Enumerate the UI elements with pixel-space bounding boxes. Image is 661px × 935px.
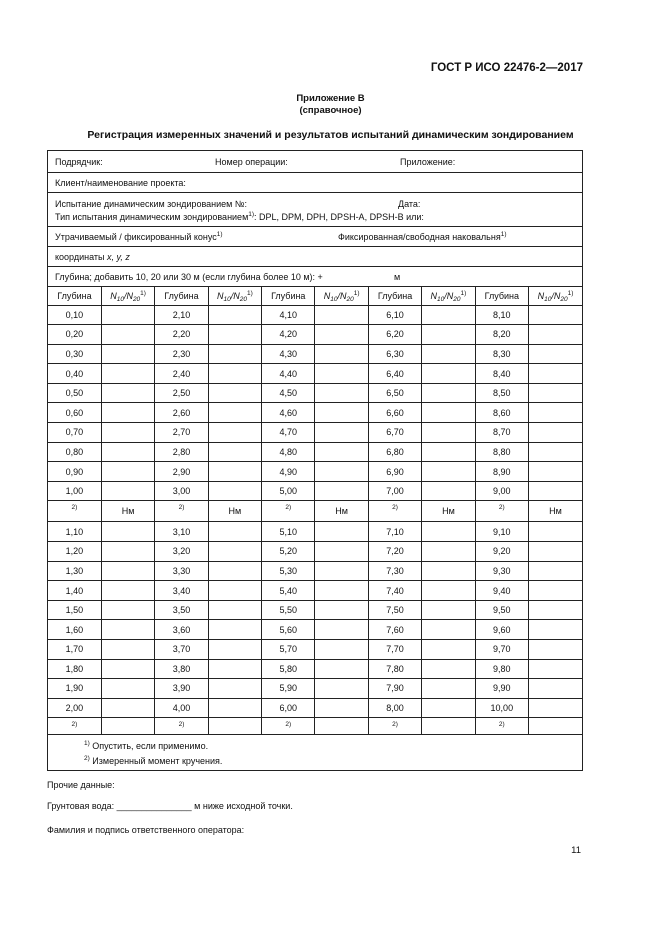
torque-unit: Нм — [315, 501, 368, 522]
blow-count-input[interactable] — [208, 344, 261, 364]
blow-count-input[interactable] — [101, 698, 154, 718]
depth-cell: 4,30 — [262, 344, 315, 364]
depth-cell: 7,70 — [368, 640, 421, 660]
table-row — [48, 600, 582, 620]
depth-cell: 2,70 — [155, 423, 208, 443]
blow-count-input[interactable] — [422, 305, 475, 325]
blow-count-input[interactable] — [529, 542, 582, 562]
depth-header: Глубина — [475, 287, 528, 305]
depth-cell: 8,30 — [475, 344, 528, 364]
depth-cell: 5,10 — [262, 522, 315, 542]
torque-mark: 2) — [368, 501, 421, 522]
depth-cell: 4,50 — [262, 383, 315, 403]
table-row — [48, 344, 582, 364]
table-row — [48, 561, 582, 581]
depth-cell: 6,10 — [368, 305, 421, 325]
blow-count-input[interactable] — [422, 522, 475, 542]
contractor-row — [48, 151, 582, 173]
blow-count-input[interactable] — [208, 600, 261, 620]
blow-count-input[interactable] — [529, 442, 582, 462]
depth-cell: 4,70 — [262, 423, 315, 443]
depth-cell: 7,20 — [368, 542, 421, 562]
blow-count-input[interactable] — [315, 481, 368, 501]
blow-count-input[interactable] — [315, 325, 368, 345]
depth-cell: 3,40 — [155, 581, 208, 601]
appendix-note: (справочное) — [299, 105, 362, 116]
blow-count-input[interactable] — [529, 325, 582, 345]
blow-count-input[interactable] — [101, 640, 154, 660]
depth-cell: 0,70 — [48, 423, 101, 443]
depth-cell: 7,40 — [368, 581, 421, 601]
depth-cell: 2,10 — [155, 305, 208, 325]
blow-count-input[interactable] — [208, 698, 261, 718]
torque-input[interactable] — [101, 718, 154, 735]
table-row — [48, 481, 582, 501]
footnote-text: Опустить, если применимо. — [89, 741, 209, 752]
depth-cell: 7,30 — [368, 561, 421, 581]
blow-count-input[interactable] — [529, 462, 582, 482]
torque-input[interactable] — [529, 718, 582, 735]
depth-cell: 1,70 — [48, 640, 101, 660]
blow-count-input[interactable] — [529, 659, 582, 679]
blow-count-input[interactable] — [101, 462, 154, 482]
table-row — [48, 659, 582, 679]
blow-count-input[interactable] — [422, 620, 475, 640]
blow-count-input[interactable] — [529, 364, 582, 384]
depth-cell: 9,60 — [475, 620, 528, 640]
depth-cell: 9,00 — [475, 481, 528, 501]
depth-cell: 9,40 — [475, 581, 528, 601]
blow-count-input[interactable] — [208, 325, 261, 345]
blow-count-input[interactable] — [315, 679, 368, 699]
blow-count-input[interactable] — [529, 481, 582, 501]
depth-cell: 8,20 — [475, 325, 528, 345]
blow-count-input[interactable] — [315, 581, 368, 601]
table-row — [48, 679, 582, 699]
blow-count-input[interactable] — [208, 423, 261, 443]
blow-count-input[interactable] — [208, 383, 261, 403]
depth-cell: 2,90 — [155, 462, 208, 482]
depth-add-label: Глубина; добавить 10, 20 или 30 м (если глубина более 10 м): + — [55, 272, 323, 282]
document-code: ГОСТ Р ИСО 22476-2—2017 — [430, 62, 583, 74]
blow-count-input[interactable] — [529, 581, 582, 601]
depth-cell: 4,90 — [262, 462, 315, 482]
blow-count-input[interactable] — [101, 679, 154, 699]
torque-unit: Нм — [422, 501, 475, 522]
blow-count-input[interactable] — [315, 561, 368, 581]
depth-cell: 1,90 — [48, 679, 101, 699]
table-row — [48, 542, 582, 562]
depth-cell: 3,00 — [155, 481, 208, 501]
other-data-label: Прочие данные: — [47, 780, 115, 790]
client-label: Клиент/наименование проекта: — [55, 178, 186, 188]
page-title: Регистрация измеренных значений и результатов испытаний динамическим зондированием — [87, 129, 574, 141]
blow-count-input[interactable] — [315, 659, 368, 679]
depth-cell: 9,20 — [475, 542, 528, 562]
coords-label: координаты — [55, 252, 105, 262]
blow-count-input[interactable] — [208, 442, 261, 462]
blow-count-input[interactable] — [529, 403, 582, 423]
depth-cell: 5,60 — [262, 620, 315, 640]
blow-count-input[interactable] — [101, 325, 154, 345]
blow-count-input[interactable] — [422, 364, 475, 384]
depth-cell: 0,50 — [48, 383, 101, 403]
blow-count-input[interactable] — [422, 383, 475, 403]
depth-cell: 3,70 — [155, 640, 208, 660]
depth-cell: 0,30 — [48, 344, 101, 364]
torque-mark: 2) — [368, 718, 421, 735]
test-no-label: Испытание динамическим зондированием №: — [55, 199, 247, 209]
depth-cell: 0,90 — [48, 462, 101, 482]
blow-count-input[interactable] — [422, 640, 475, 660]
blow-count-input[interactable] — [208, 481, 261, 501]
blow-count-input[interactable] — [101, 305, 154, 325]
page-number: 11 — [571, 845, 581, 856]
coords-row — [48, 247, 582, 267]
depth-cell: 2,50 — [155, 383, 208, 403]
blow-count-input[interactable] — [208, 364, 261, 384]
depth-cell: 0,60 — [48, 403, 101, 423]
depth-cell: 7,50 — [368, 600, 421, 620]
footnote-ref: 1) — [248, 211, 255, 218]
depth-cell: 2,30 — [155, 344, 208, 364]
table-row — [48, 364, 582, 384]
depth-cell: 4,80 — [262, 442, 315, 462]
depth-cell: 5,40 — [262, 581, 315, 601]
blow-count-input[interactable] — [422, 462, 475, 482]
depth-cell: 8,50 — [475, 383, 528, 403]
blow-count-input[interactable] — [529, 698, 582, 718]
depth-cell: 3,80 — [155, 659, 208, 679]
blow-count-input[interactable] — [422, 403, 475, 423]
blow-count-input[interactable] — [208, 561, 261, 581]
blow-count-input[interactable] — [315, 383, 368, 403]
blow-count-input[interactable] — [101, 522, 154, 542]
blow-count-input[interactable] — [101, 542, 154, 562]
depth-cell: 8,60 — [475, 403, 528, 423]
blow-count-input[interactable] — [315, 640, 368, 660]
test-type-options: : DPL, DPM, DPH, DPSH-A, DPSH-B или: — [254, 212, 424, 222]
depth-cell: 1,60 — [48, 620, 101, 640]
blow-count-input[interactable] — [101, 600, 154, 620]
torque-mark: 2) — [48, 501, 101, 522]
depth-cell: 5,80 — [262, 659, 315, 679]
depth-cell: 0,80 — [48, 442, 101, 462]
table-row — [48, 383, 582, 403]
table-row — [48, 462, 582, 482]
torque-mark: 2) — [262, 718, 315, 735]
blow-count-input[interactable] — [422, 581, 475, 601]
depth-cell: 1,10 — [48, 522, 101, 542]
depth-cell: 5,70 — [262, 640, 315, 660]
blow-count-input[interactable] — [529, 640, 582, 660]
blow-count-input[interactable] — [422, 659, 475, 679]
depth-cell: 5,20 — [262, 542, 315, 562]
depth-cell: 1,20 — [48, 542, 101, 562]
depth-cell: 3,50 — [155, 600, 208, 620]
depth-cell: 9,90 — [475, 679, 528, 699]
blow-count-input[interactable] — [529, 679, 582, 699]
coords-vars: x, y, z — [107, 252, 130, 262]
blow-count-input[interactable] — [422, 679, 475, 699]
depth-cell: 1,40 — [48, 581, 101, 601]
contractor-label: Подрядчик: — [55, 157, 103, 167]
blow-count-input[interactable] — [422, 481, 475, 501]
blow-count-input[interactable] — [101, 403, 154, 423]
torque-mark: 2) — [48, 718, 101, 735]
torque-unit: Нм — [529, 501, 582, 522]
blow-count-input[interactable] — [101, 561, 154, 581]
blow-count-input[interactable] — [422, 442, 475, 462]
depth-cell: 7,80 — [368, 659, 421, 679]
n10-n20-header: $N_{10}/N_{20}^{1)}$ — [101, 287, 154, 305]
blow-count-input[interactable] — [315, 364, 368, 384]
blow-count-input[interactable] — [315, 423, 368, 443]
depth-cell: 6,20 — [368, 325, 421, 345]
depth-cell: 1,00 — [48, 481, 101, 501]
footnote-ref: 1) — [216, 231, 223, 238]
n10-n20-header: $N_{10}/N_{20}^{1)}$ — [315, 287, 368, 305]
depth-cell: 8,90 — [475, 462, 528, 482]
blow-count-input[interactable] — [315, 403, 368, 423]
torque-row — [48, 501, 582, 522]
footnote-1 — [84, 739, 582, 754]
blow-count-input[interactable] — [101, 481, 154, 501]
blow-count-input[interactable] — [101, 344, 154, 364]
blow-count-input[interactable] — [529, 423, 582, 443]
blow-count-input[interactable] — [208, 542, 261, 562]
blow-count-input[interactable] — [529, 620, 582, 640]
footnote-mark: 2) — [84, 755, 90, 763]
blow-count-input[interactable] — [422, 698, 475, 718]
blow-count-input[interactable] — [101, 423, 154, 443]
depth-header: Глубина — [155, 287, 208, 305]
depth-cell: 6,30 — [368, 344, 421, 364]
blow-count-input[interactable] — [422, 542, 475, 562]
depth-add-row — [48, 267, 582, 287]
footnotes — [48, 735, 582, 770]
test-row — [48, 193, 582, 227]
depth-cell: 3,20 — [155, 542, 208, 562]
blow-count-input[interactable] — [315, 600, 368, 620]
torque-mark: 2) — [475, 501, 528, 522]
depth-cell: 1,30 — [48, 561, 101, 581]
blow-count-input[interactable] — [101, 364, 154, 384]
depth-cell: 6,40 — [368, 364, 421, 384]
table-row — [48, 442, 582, 462]
operation-no-label: Номер операции: — [215, 157, 288, 167]
depth-cell: 4,40 — [262, 364, 315, 384]
torque-input[interactable] — [315, 718, 368, 735]
n10-n20-header: $N_{10}/N_{20}^{1)}$ — [422, 287, 475, 305]
depth-cell: 4,10 — [262, 305, 315, 325]
depth-cell: 8,00 — [368, 698, 421, 718]
blow-count-input[interactable] — [315, 522, 368, 542]
blow-count-input[interactable] — [315, 344, 368, 364]
blow-count-input[interactable] — [101, 383, 154, 403]
blow-count-input[interactable] — [315, 542, 368, 562]
depth-cell: 9,50 — [475, 600, 528, 620]
depth-header: Глубина — [48, 287, 101, 305]
depth-cell: 4,00 — [155, 698, 208, 718]
torque-unit: Нм — [208, 501, 261, 522]
footnote-2 — [84, 754, 582, 769]
depth-cell: 9,30 — [475, 561, 528, 581]
client-row — [48, 173, 582, 193]
blow-count-input[interactable] — [529, 305, 582, 325]
footnote-mark: 1) — [84, 740, 90, 748]
groundwater-field: Грунтовая вода: _______________ м ниже исходной точки. — [47, 801, 293, 811]
torque-mark: 2) — [155, 501, 208, 522]
depth-cell: 3,60 — [155, 620, 208, 640]
cone-label: Утрачиваемый / фиксированный конус — [55, 232, 217, 242]
depth-cell: 3,90 — [155, 679, 208, 699]
blow-count-input[interactable] — [101, 581, 154, 601]
n10-n20-header: $N_{10}/N_{20}^{1)}$ — [529, 287, 582, 305]
depth-cell: 6,00 — [262, 698, 315, 718]
appendix-label: Приложение В — [296, 93, 365, 104]
depth-cell: 4,20 — [262, 325, 315, 345]
blow-count-input[interactable] — [422, 344, 475, 364]
blow-count-input[interactable] — [101, 442, 154, 462]
footnote-ref: 1) — [500, 231, 507, 238]
blow-count-input[interactable] — [101, 659, 154, 679]
blow-count-input[interactable] — [208, 640, 261, 660]
depth-header: Глубина — [368, 287, 421, 305]
table-row — [48, 403, 582, 423]
blow-count-input[interactable] — [422, 561, 475, 581]
blow-count-input[interactable] — [315, 442, 368, 462]
blow-count-input[interactable] — [315, 620, 368, 640]
torque-row — [48, 718, 582, 735]
depth-cell: 2,00 — [48, 698, 101, 718]
attachment-label: Приложение: — [400, 157, 456, 167]
depth-cell: 8,80 — [475, 442, 528, 462]
depth-cell: 9,70 — [475, 640, 528, 660]
depth-cell: 6,80 — [368, 442, 421, 462]
operator-signature-label: Фамилия и подпись ответственного оператора: — [47, 825, 245, 835]
table-row — [48, 640, 582, 660]
depth-cell: 9,80 — [475, 659, 528, 679]
depth-cell: 5,90 — [262, 679, 315, 699]
depth-header: Глубина — [262, 287, 315, 305]
n10-n20-header: $N_{10}/N_{20}^{1)}$ — [208, 287, 261, 305]
table-row — [48, 698, 582, 718]
blow-count-input[interactable] — [101, 620, 154, 640]
depth-cell: 8,70 — [475, 423, 528, 443]
table-row — [48, 325, 582, 345]
torque-mark: 2) — [155, 718, 208, 735]
blow-count-input[interactable] — [208, 659, 261, 679]
test-type-label: Тип испытания динамическим зондированием — [55, 212, 249, 222]
depth-cell: 2,60 — [155, 403, 208, 423]
depth-cell: 9,10 — [475, 522, 528, 542]
depth-cell: 0,20 — [48, 325, 101, 345]
depth-cell: 7,60 — [368, 620, 421, 640]
blow-count-input[interactable] — [208, 679, 261, 699]
depth-cell: 1,80 — [48, 659, 101, 679]
torque-input[interactable] — [422, 718, 475, 735]
depth-unit: м — [394, 272, 401, 282]
depth-cell: 5,00 — [262, 481, 315, 501]
blow-count-input[interactable] — [208, 620, 261, 640]
blow-count-input[interactable] — [208, 581, 261, 601]
blow-count-input[interactable] — [529, 522, 582, 542]
table-row — [48, 423, 582, 443]
date-label: Дата: — [398, 199, 421, 209]
depth-cell: 6,50 — [368, 383, 421, 403]
torque-mark: 2) — [262, 501, 315, 522]
blow-count-input[interactable] — [208, 305, 261, 325]
blow-count-input[interactable] — [208, 462, 261, 482]
depth-cell: 0,10 — [48, 305, 101, 325]
depth-cell: 3,30 — [155, 561, 208, 581]
torque-input[interactable] — [208, 718, 261, 735]
depth-cell: 5,50 — [262, 600, 315, 620]
depth-cell: 7,90 — [368, 679, 421, 699]
depth-cell: 6,90 — [368, 462, 421, 482]
depth-cell: 3,10 — [155, 522, 208, 542]
blow-count-input[interactable] — [529, 344, 582, 364]
depth-cell: 2,40 — [155, 364, 208, 384]
footnote-text: Измеренный момент кручения. — [89, 756, 223, 767]
test-record-form — [47, 150, 583, 771]
table-header-row — [48, 287, 582, 305]
depth-cell: 7,00 — [368, 481, 421, 501]
blow-count-input[interactable] — [422, 600, 475, 620]
depth-cell: 5,30 — [262, 561, 315, 581]
appendix-heading — [0, 93, 661, 117]
depth-cell: 2,80 — [155, 442, 208, 462]
depth-cell: 0,40 — [48, 364, 101, 384]
depth-cell: 7,10 — [368, 522, 421, 542]
blow-count-input[interactable] — [422, 325, 475, 345]
depth-cell: 4,60 — [262, 403, 315, 423]
depth-cell: 1,50 — [48, 600, 101, 620]
depth-cell: 6,70 — [368, 423, 421, 443]
torque-mark: 2) — [475, 718, 528, 735]
table-row — [48, 620, 582, 640]
cone-row — [48, 227, 582, 247]
blow-count-input[interactable] — [208, 522, 261, 542]
blow-count-input[interactable] — [422, 423, 475, 443]
blow-count-input[interactable] — [529, 383, 582, 403]
table-row — [48, 581, 582, 601]
blow-count-input[interactable] — [315, 462, 368, 482]
depth-cell: 2,20 — [155, 325, 208, 345]
blow-count-input[interactable] — [315, 698, 368, 718]
depth-cell: 8,40 — [475, 364, 528, 384]
blow-count-input[interactable] — [315, 305, 368, 325]
blow-count-input[interactable] — [208, 403, 261, 423]
blow-count-input[interactable] — [529, 600, 582, 620]
table-row — [48, 522, 582, 542]
anvil-label: Фиксированная/свободная наковальня — [338, 232, 501, 242]
depth-cell: 10,00 — [475, 698, 528, 718]
measurements-table — [48, 287, 582, 735]
torque-unit: Нм — [101, 501, 154, 522]
table-row — [48, 305, 582, 325]
depth-cell: 8,10 — [475, 305, 528, 325]
depth-cell: 6,60 — [368, 403, 421, 423]
blow-count-input[interactable] — [529, 561, 582, 581]
